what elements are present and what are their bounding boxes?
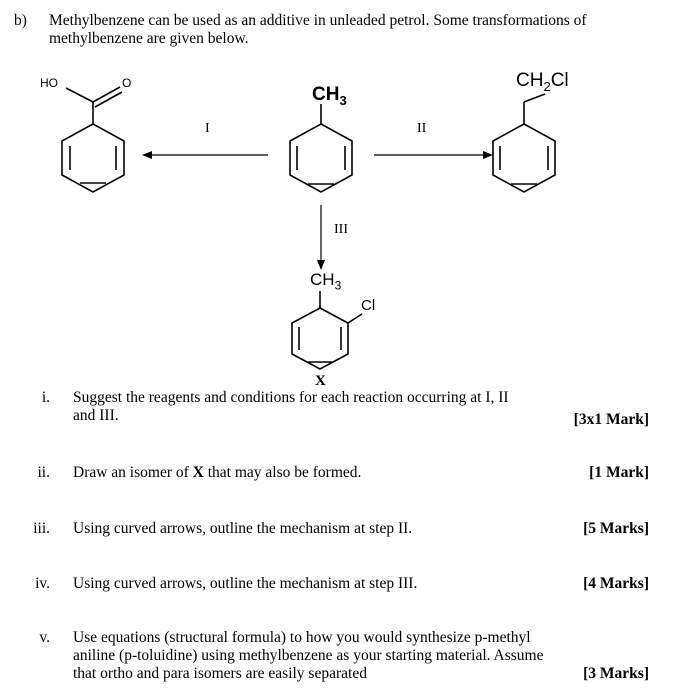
question-marks-v: [3 Marks] [583,665,649,682]
question-marks-ii: [1 Mark] [589,464,649,481]
question-text-ii-x: X [192,464,204,481]
step-I-label: I [205,121,210,136]
question-marks-iii: [5 Marks] [583,520,649,537]
methyl-label: $CH_3$ [312,84,347,108]
question-num-i: i. [41,389,50,406]
question-text-ii-b: that may also be formed. [203,464,362,481]
methylbenzene-ring [290,104,352,192]
intro-text: Methylbenzene can be used as an additive in unleaded petrol. Some transformations of methylbenzene are given below. [49,12,587,47]
part-label: b) [14,12,27,29]
chloro-label: Cl [361,297,376,314]
question-text-i: Suggest the reagents and conditions for each reaction occurring at I, II and III. [73,389,509,424]
question-num-iv: iv. [35,575,50,592]
methyl-label-x: $CH_3$ [310,270,342,293]
question-text-iii: Using curved arrows, outline the mechanism at step II. [73,520,413,537]
step-II-label: II [417,121,427,136]
question-text-ii [73,464,513,482]
question-num-iii: iii. [33,520,50,537]
question-num-ii: ii. [37,464,50,481]
compound-x-label: X [315,373,326,389]
question-marks-iv: [4 Marks] [583,575,649,592]
step-III-label: III [334,222,348,237]
chlorotoluene-ring [292,291,362,369]
chloromethyl-label: $CH_2Cl$ [516,70,569,94]
question-text-iv: Using curved arrows, outline the mechanism at step III. [73,575,418,592]
oxygen-label: O [122,76,132,90]
question-text-v: Use equations (structural formula) to how you would synthesize p-methyl aniline (p-toluidine) using methylbenzene as your starting material. Assume that ortho and para isomers are easily separated [73,629,544,682]
benzyl-chloride-ring [493,94,555,192]
hydroxyl-label: HO [40,76,58,90]
question-num-v: v. [39,629,50,646]
question-marks-i: [3x1 Mark] [573,411,649,428]
question-text-ii-a: Draw an isomer of [73,464,193,481]
benzoic-acid-ring [62,87,124,192]
